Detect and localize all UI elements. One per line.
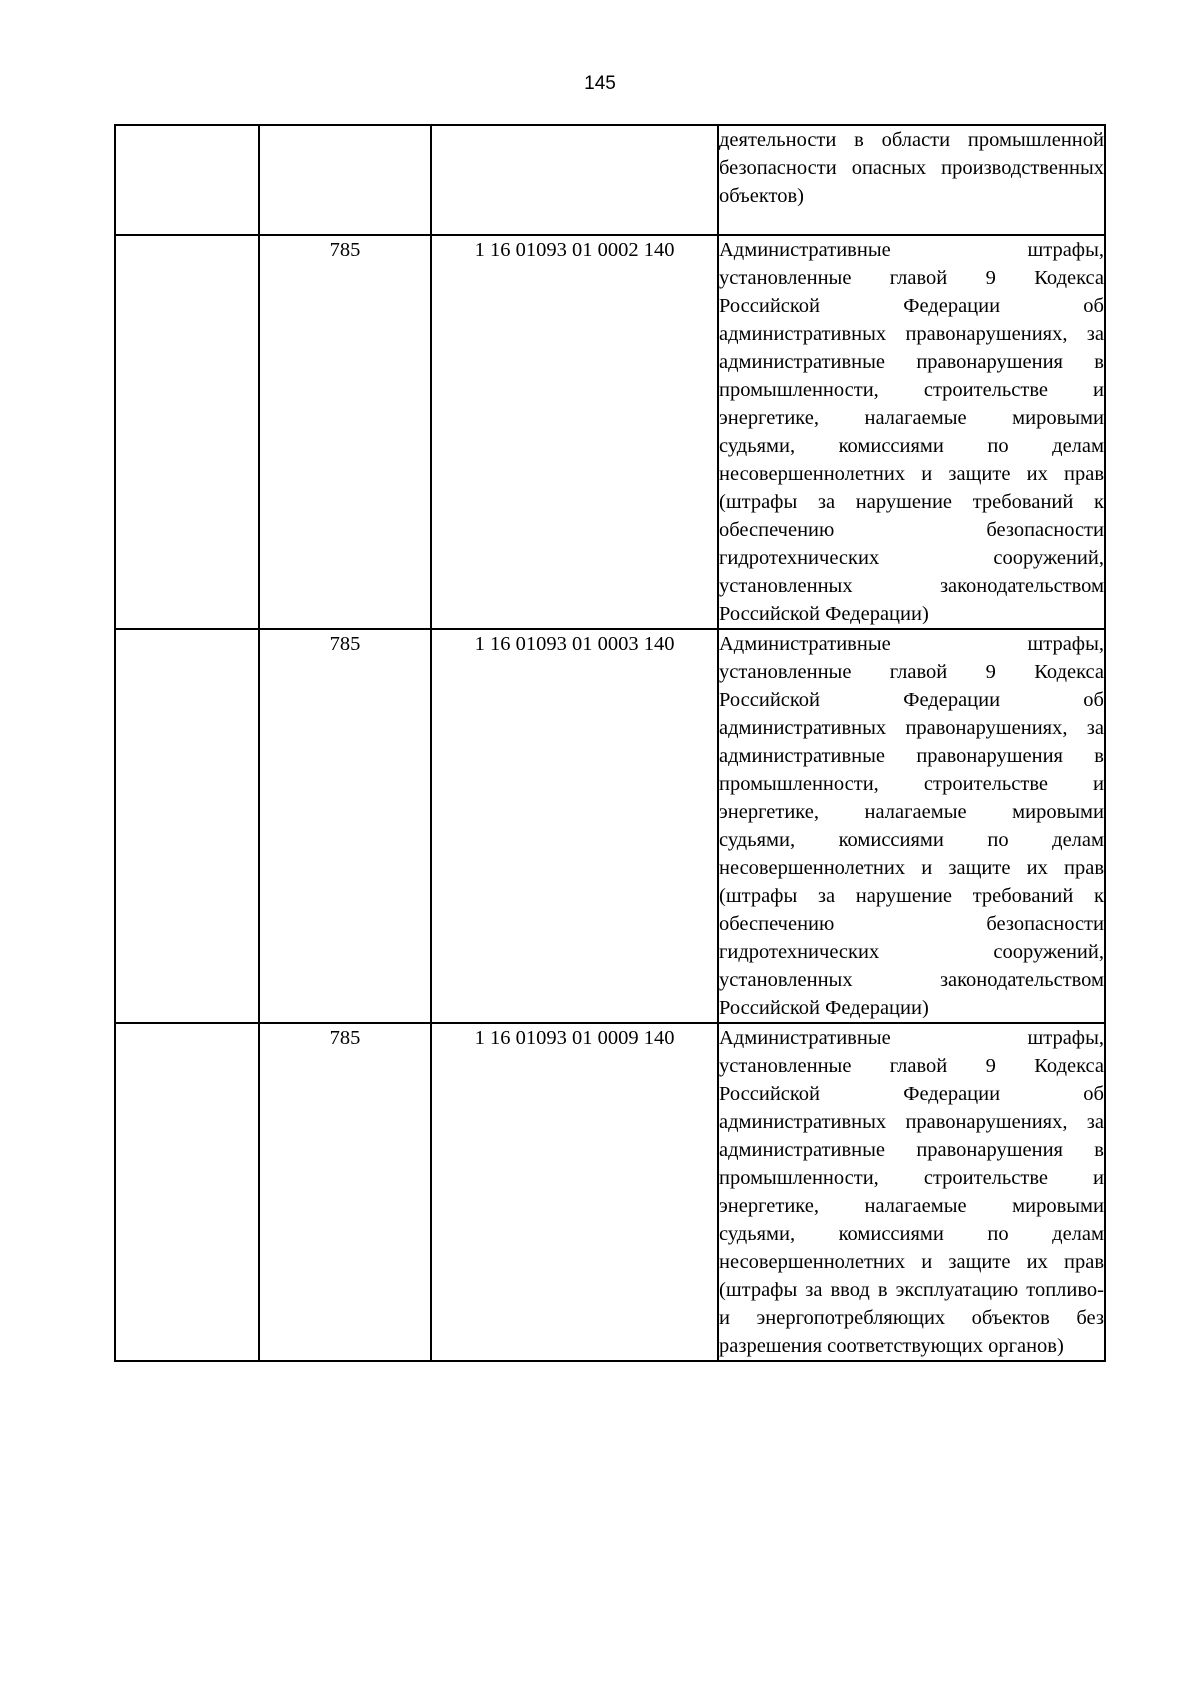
row-number-cell: [115, 629, 259, 1023]
page-number: 145: [584, 73, 616, 94]
description-cell: [718, 125, 1105, 235]
row-number-cell: [115, 125, 259, 235]
kbk-code-cell: 1 16 01093 01 0009 140: [431, 1023, 718, 1361]
table-row: [115, 1023, 1105, 1361]
table-row: [115, 629, 1105, 1023]
table-row: [115, 125, 1105, 235]
kbk-code-cell: 1 16 01093 01 0003 140: [431, 629, 718, 1023]
description-text: деятельности в области промышленной безопасности опасных производственных объектов): [719, 129, 1104, 207]
description-cell: [718, 629, 1105, 1023]
table-row: [115, 235, 1105, 629]
description-cell: [718, 235, 1105, 629]
description-text: Административные штрафы, установленные главой 9 Кодекса Российской Федерации об административных правонарушениях, за административные правонарушения в промышленности, строительстве и энергетике, налагаемые мировыми судьями, комиссиями по делам несовершеннолетних и защите их прав (штрафы за нарушение требований к обеспечению безопасности гидротехнических сооружений, установленных законодательством Российской Федерации): [719, 239, 1104, 625]
admin-code-cell: 785: [259, 629, 431, 1023]
description-cell: [718, 1023, 1105, 1361]
row-number-cell: [115, 235, 259, 629]
row-number-cell: [115, 1023, 259, 1361]
admin-code-cell: [259, 125, 431, 235]
kbk-code-cell: [431, 125, 718, 235]
admin-code-cell: 785: [259, 1023, 431, 1361]
admin-code-cell: 785: [259, 235, 431, 629]
description-text: Административные штрафы, установленные главой 9 Кодекса Российской Федерации об административных правонарушениях, за административные правонарушения в промышленности, строительстве и энергетике, налагаемые мировыми судьями, комиссиями по делам несовершеннолетних и защите их прав (штрафы за нарушение требований к обеспечению безопасности гидротехнических сооружений, установленных законодательством Российской Федерации): [719, 633, 1104, 1019]
kbk-code-cell: 1 16 01093 01 0002 140: [431, 235, 718, 629]
revenue-codes-table: [114, 124, 1106, 1362]
description-text: Административные штрафы, установленные главой 9 Кодекса Российской Федерации об административных правонарушениях, за административные правонарушения в промышленности, строительстве и энергетике, налагаемые мировыми судьями, комиссиями по делам несовершеннолетних и защите их прав (штрафы за ввод в эксплуатацию топливо- и энергопотребляющих объектов без разрешения соответствующих органов): [719, 1027, 1104, 1357]
